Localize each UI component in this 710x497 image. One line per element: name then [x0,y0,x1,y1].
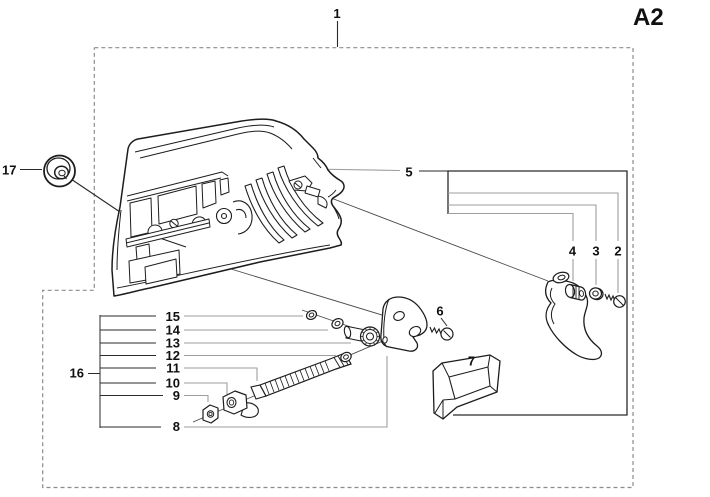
callout-label-13: 13 [165,335,180,351]
tensioner-housing-part-8 [381,297,427,351]
callout-label-1: 1 [333,6,341,21]
flange-nut-part-17 [44,156,75,187]
drawing-code-label: A2 [633,4,664,31]
clutch-cover-part [112,119,344,296]
callout-6-leader [441,318,447,326]
callout-label-16: 16 [69,365,84,381]
callout-label-9: 9 [172,388,180,403]
callout-label-2: 2 [614,243,622,259]
callout-label-3: 3 [592,243,600,259]
worm-screw-part-11 [251,353,351,399]
callout-label-15: 15 [165,309,180,324]
callout-label-17: 17 [2,162,17,178]
callout-label-10: 10 [165,375,180,391]
callout-label-12: 12 [165,348,180,363]
screw-part-6 [430,327,453,340]
square-nut-part-9 [203,405,218,423]
callout-label-14: 14 [165,322,180,338]
guard-frame-part-7 [433,355,500,419]
callout-label-6: 6 [436,303,444,319]
washer-part-3 [590,288,604,300]
callout-label-5: 5 [405,164,413,180]
callout-label-7: 7 [467,353,476,369]
screw-part-2 [605,294,625,307]
bracket-16 [88,315,163,428]
washer-part-14 [330,317,345,331]
washer-part-15 [305,309,318,321]
callout-label-11: 11 [166,360,180,376]
adjuster-block-part-10 [223,391,258,417]
callout-label-8: 8 [172,419,180,434]
chain-catcher-part-5 [546,271,602,360]
callout-label-4: 4 [568,243,577,259]
